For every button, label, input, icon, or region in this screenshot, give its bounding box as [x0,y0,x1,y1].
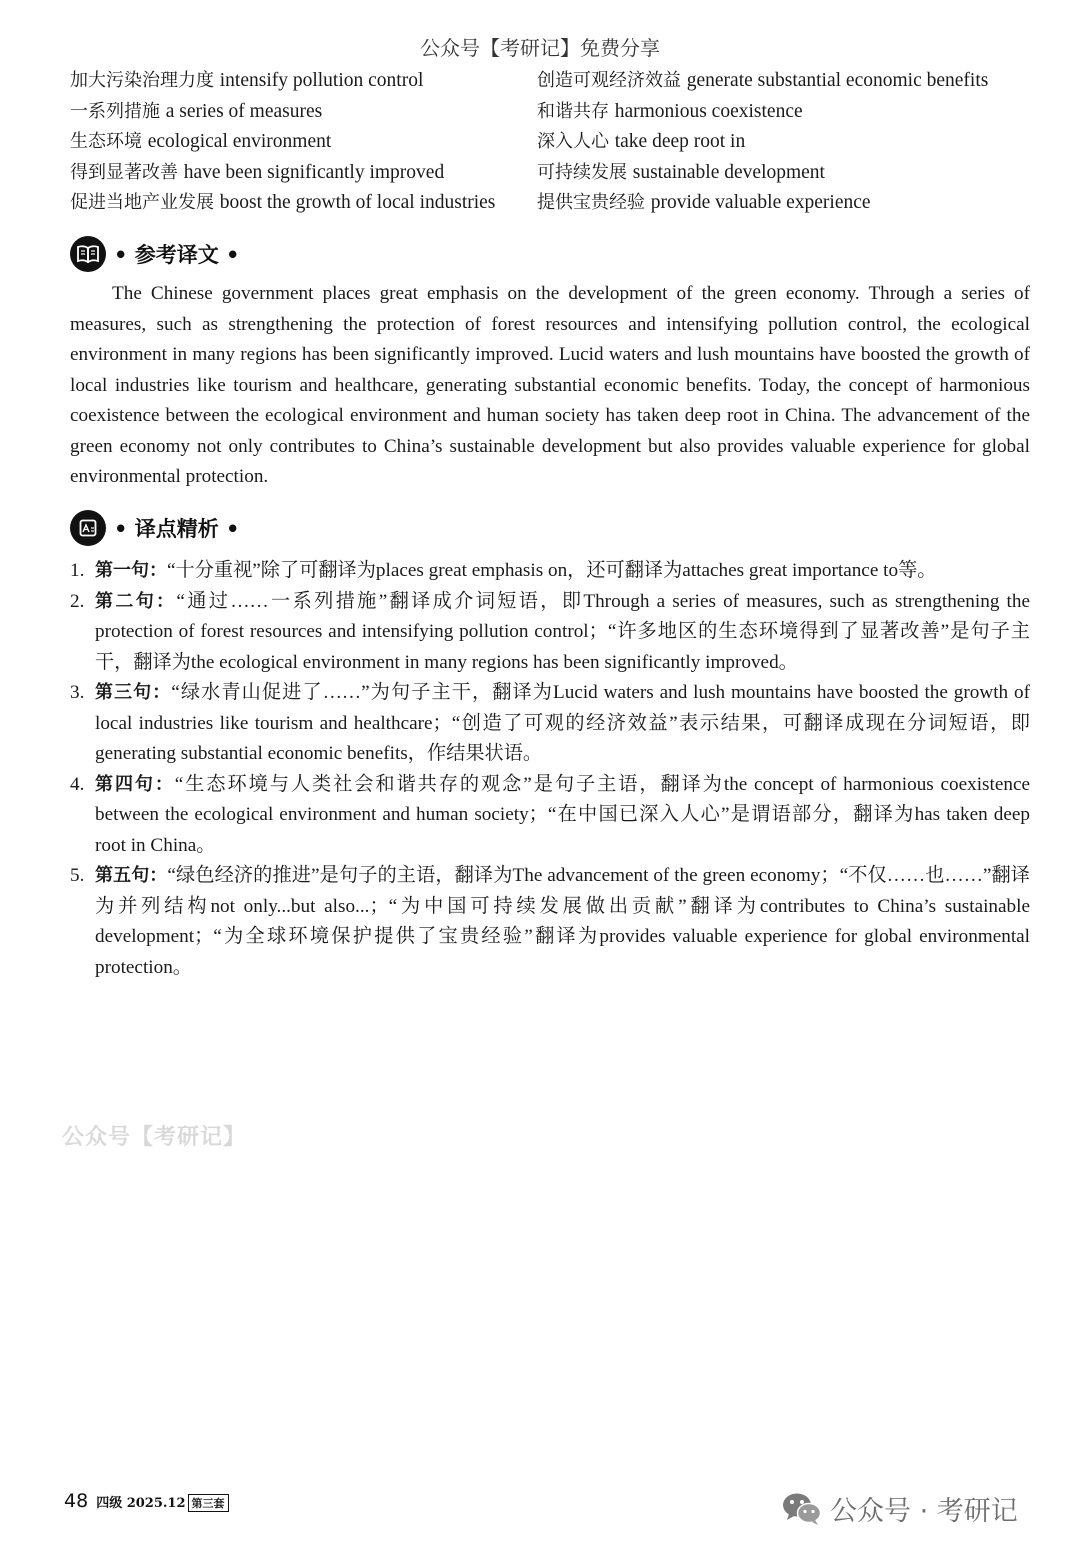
item-text: “通过……一系列措施”翻译成介词短语，即Through a series of measures, such as strengthening the protection of forest resources and intensifying pollution control；“许多地区的生态环境得到了显著改善”是句子主干，翻译为the ecological environment in many regions has been significantly improved。 [95,590,1031,673]
issue-label: 四级 2025.12 [96,1496,186,1511]
analysis-item [70,556,1030,587]
item-text: “绿水青山促进了……”为句子主干，翻译为Lucid waters and lush mountains have boosted the growth of local industries like tourism and healthcare；“创造了可观的经济效益”表示结果，可翻译成现在分词短语，即generating substantial economic benefits，作结果状语。 [95,682,1030,764]
reference-title: • 参考译文 • [114,243,240,267]
vocab-item: 创造可观经济效益 generate substantial economic benefits [537,70,989,91]
item-label: 第五句： [95,865,168,886]
item-number: 2. [70,590,85,612]
vocab-item: 加大污染治理力度 intensify pollution control [70,70,424,91]
reference-heading [70,236,239,272]
vocab-item: 提供宝贵经验 provide valuable experience [537,192,871,213]
analysis-title: • 译点精析 • [114,517,240,541]
analysis-list [70,556,1030,983]
wechat-watermark [782,1489,1018,1528]
item-text: “绿色经济的推进”是句子的主语，翻译为The advancement of the green economy；“不仅……也……”翻译为并列结构not only...but also...；“为中国可持续发展做出贡献”翻译为contributes to China’s sustainable development；“为全球环境保护提供了宝贵经验”翻译为provides valuable experience for global environmental protection。 [95,865,1030,978]
vocab-item: 生态环境 ecological environment [70,131,332,152]
set-label: 第三套 [188,1494,229,1512]
book-icon [70,236,106,272]
analysis-heading [70,510,239,546]
vocab-item: 得到显著改善 have been significantly improved [70,161,445,183]
item-number: 5. [70,865,85,886]
vocab-list [70,66,1030,219]
item-text: “生态环境与人类社会和谐共存的观念”是句子主语，翻译为the concept of harmonious coexistence between the ecological environment and human society；“在中国已深入人心”是谓语部分，翻译为has taken deep root in China。 [95,773,1030,856]
vocab-item: 深入人心 take deep root in [537,131,746,152]
item-text: “十分重视”除了可翻译为places great emphasis on，还可翻译为attaches great importance to等。 [167,560,937,581]
page-footer [64,1490,229,1512]
item-number: 4. [70,773,85,795]
page-number: 48 [64,1490,89,1512]
item-label: 第四句： [95,773,175,795]
analysis-item [70,770,1030,862]
item-label: 第一句： [95,560,167,581]
vocab-item: 一系列措施 a series of measures [70,100,323,122]
item-number: 1. [70,560,85,581]
item-label: 第三句： [95,682,172,703]
analysis-icon [70,510,106,546]
analysis-item [70,861,1030,983]
item-number: 3. [70,682,85,703]
wechat-icon [782,1492,822,1526]
wechat-label: 公众号 · 考研记 [830,1496,1018,1527]
watermark: 公众号【考研记】 [62,1125,247,1150]
vocab-item: 可持续发展 sustainable development [537,161,825,183]
reference-translation: The Chinese government places great emphasis on the development of the green economy. Through a series of measures, such as strengthening the protection of forest resources and intensifying pollution control, the ecological environment in many regions has been significantly improved. Lucid waters and lush mountains have boosted the growth of local industries like tourism and healthcare, generating substantial economic benefits. Today, the concept of harmonious coexistence between the ecological environment and human society has taken deep root in China. The advancement of the green economy not only contributes to China’s sustainable development but also provides valuable experience for global environmental protection. [70,283,1030,487]
header-source: 公众号【考研记】免费分享 [420,36,660,60]
vocab-item: 和谐共存 harmonious coexistence [537,100,803,122]
analysis-item [70,587,1030,679]
item-label: 第二句： [95,590,177,612]
analysis-item [70,678,1030,770]
vocab-item: 促进当地产业发展 boost the growth of local industries [70,192,496,213]
